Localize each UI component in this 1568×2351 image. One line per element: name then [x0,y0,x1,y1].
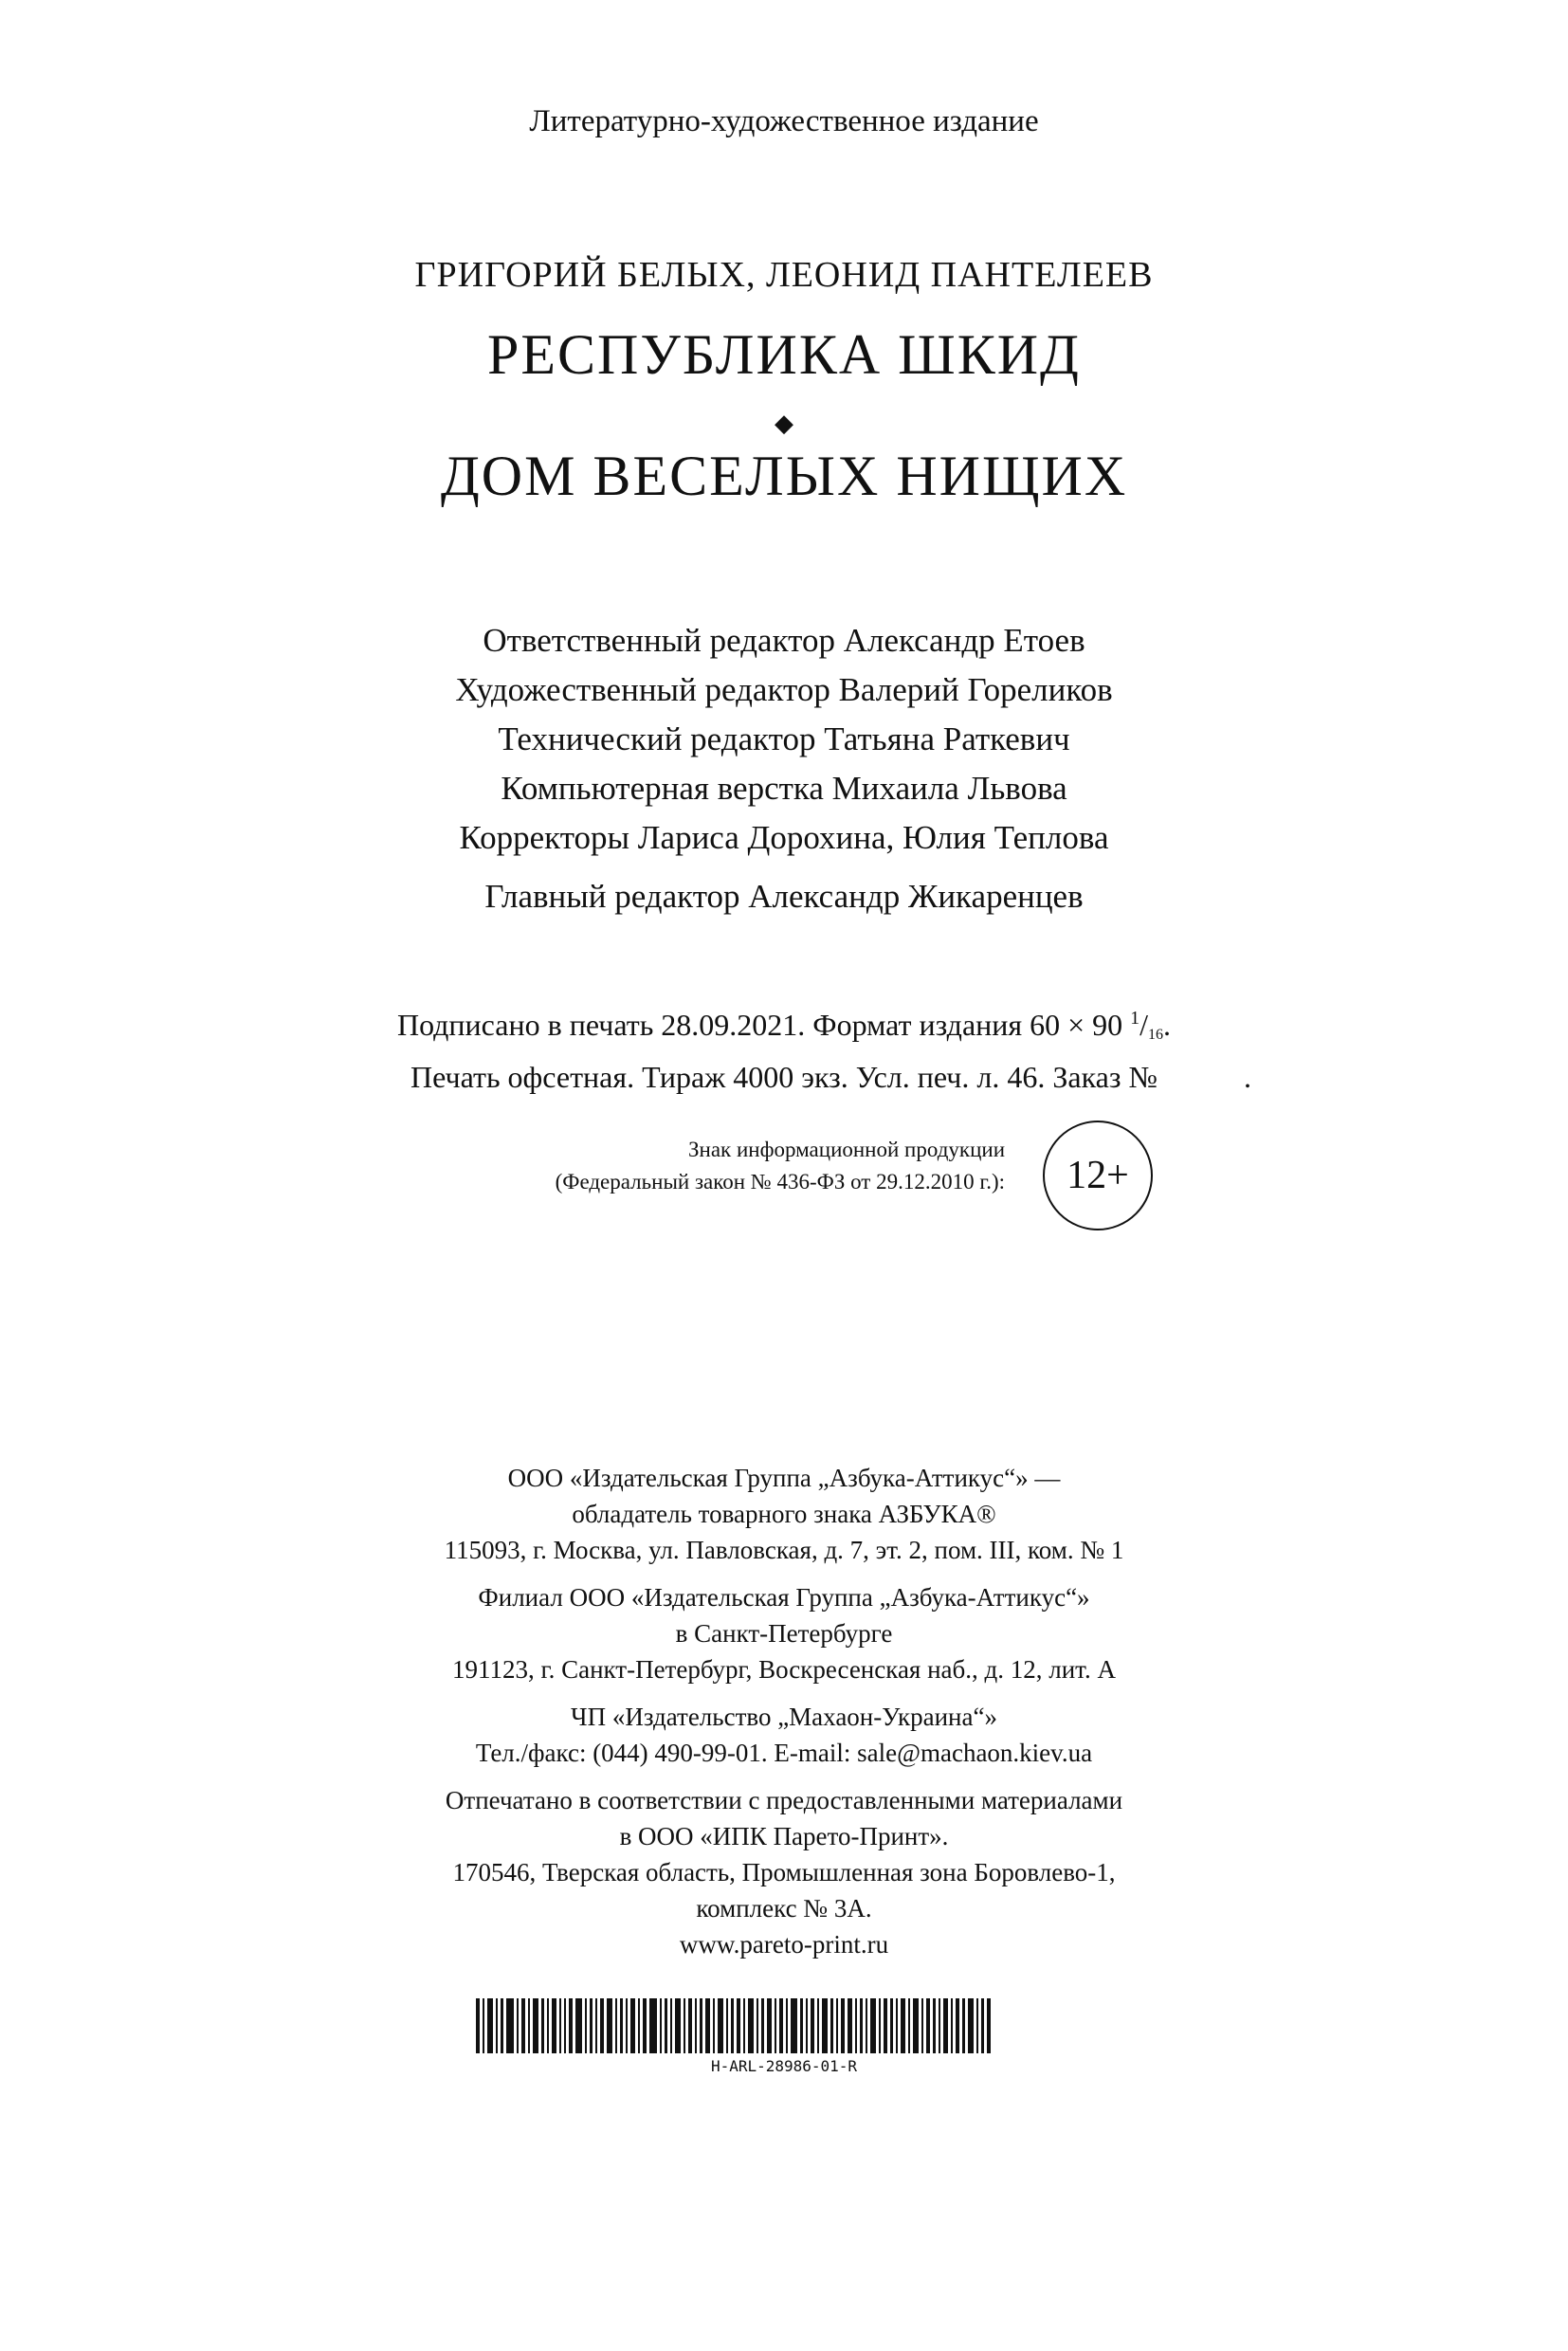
book-title-2: ДОМ ВЕСЕЛЫХ НИЩИХ [440,445,1128,507]
barcode-bar [552,1998,556,2053]
barcode-bar [713,1998,715,2053]
barcode-bar [649,1998,657,2053]
barcode-bar [700,1998,702,2053]
barcode-bar [684,1998,685,2053]
barcode-bar [841,1998,845,2053]
publisher-line: обладатель товарного знака АЗБУКА® [572,1500,996,1528]
branch-line: Филиал ООО «Издательская Группа „Азбука-Аттикус“» [478,1583,1090,1612]
barcode-bar [575,1998,582,2053]
barcode-bar [830,1998,833,2053]
barcode-bar [626,1998,628,2053]
barcode-bar [822,1998,828,2053]
barcode-bar [786,1998,788,2053]
info-sign-line2: (Федеральный закон № 436-ФЗ от 29.12.2010 г.): [555,1170,1005,1194]
barcode-bar [615,1998,617,2053]
barcode-bar [757,1998,758,2053]
format-denominator: 16 [1148,1027,1164,1043]
book-title-1: РЕСПУБЛИКА ШКИД [487,323,1081,386]
barcode-bar [737,1998,740,2053]
barcode-bar [585,1998,587,2053]
barcode-bar [541,1998,544,2053]
barcode-bar [607,1998,612,2053]
branch-address: 191123, г. Санкт-Петербург, Воскресенская наб., д. 12, лит. А [452,1655,1116,1684]
ukraine-publisher: ЧП «Издательство „Махаон-Украина“» [571,1703,997,1731]
barcode-icon [476,1998,1092,2053]
barcode-bar [528,1998,530,2053]
barcode-bar [476,1998,480,2053]
printer-line: в ООО «ИПК Парето-Принт». [619,1822,949,1850]
barcode-bar [775,1998,776,2053]
authors: ГРИГОРИЙ БЕЛЫХ, ЛЕОНИД ПАНТЕЛЕЕВ [414,255,1154,295]
barcode-bar [981,1998,984,2053]
barcode-bar [695,1998,697,2053]
barcode-bar [643,1998,647,2053]
chief-editor: Главный редактор Александр Жикаренцев [484,878,1084,915]
barcode-bar [956,1998,959,2053]
info-sign-line1: Знак информационной продукции [688,1138,1005,1161]
barcode-bar [779,1998,783,2053]
barcode-bar [817,1998,819,2053]
barcode-bar [811,1998,814,2053]
barcode-bar [521,1998,525,2053]
barcode-bar [487,1998,493,2053]
barcode-bar [559,1998,561,2053]
barcode-bar [630,1998,635,2053]
barcode-bar [483,1998,484,2053]
barcode-bar [743,1998,745,2053]
barcode-bar [688,1998,692,2053]
barcode-bar [913,1998,919,2053]
barcode-bar [590,1998,593,2053]
barcode-bar [705,1998,710,2053]
barcode-bar [726,1998,728,2053]
staff-credits [0,616,1568,921]
barcode-bar [901,1998,905,2053]
signed-line: Подписано в печать 28.09.2021. Формат издания 60 × 90 $^1/_{16}$. [396,1008,1172,1043]
barcode-bar [767,1998,772,2053]
barcode-bar [506,1998,514,2053]
info-product-sign [398,1134,1005,1198]
barcode-bar [665,1998,667,2053]
barcode-bar [761,1998,764,2053]
barcode-bar [866,1998,867,2053]
barcode-bar [660,1998,662,2053]
format-numerator: 1 [1130,1008,1140,1029]
barcode-bar [855,1998,857,2053]
responsible-editor: Ответственный редактор Александр Етоев [483,622,1085,659]
barcode-bar [496,1998,498,2053]
ukraine-contacts: Тел./факс: (044) 490-99-01. E-mail: sale@machaon.kiev.ua [475,1739,1093,1767]
barcode-bar [675,1998,681,2053]
barcode-bar [731,1998,734,2053]
publisher-address: 115093, г. Москва, ул. Павловская, д. 7, эт. 2, пом. III, ком. № 1 [444,1536,1124,1564]
barcode-bar [848,1998,852,2053]
barcode-bar [501,1998,503,2053]
barcode-bar [976,1998,978,2053]
publisher-block [0,1460,1568,1962]
branch-line: в Санкт-Петербурге [675,1619,893,1648]
age-rating-badge: 12+ [1043,1121,1153,1230]
diamond-separator-icon: ◆ [775,410,793,437]
barcode-bar [968,1998,974,2053]
print-imprint [0,997,1568,1099]
print-line [0,1056,1568,1099]
barcode-bar [748,1998,754,2053]
tech-editor: Технический редактор Татьяна Раткевич [498,720,1070,757]
edition-type: Литературно-художественное издание [529,104,1039,138]
barcode-bar [987,1998,991,2053]
barcode-bar [860,1998,863,2053]
barcode-bar [870,1998,876,2053]
barcode-bar [547,1998,549,2053]
barcode-bar [569,1998,573,2053]
barcode-bar [791,1998,797,2053]
barcode-bar [884,1998,887,2053]
barcode-bar [517,1998,519,2053]
barcode-bar [718,1998,723,2053]
barcode-bar [939,1998,940,2053]
proofreaders: Корректоры Лариса Дорохина, Юлия Теплова [459,819,1109,856]
format-suffix: . [1163,1008,1172,1042]
printer-line: Отпечатано в соответствии с предоставленными материалами [445,1786,1123,1814]
barcode-bar [933,1998,936,2053]
barcode-bar [533,1998,538,2053]
barcode-bar [564,1998,566,2053]
barcode-bar [638,1998,640,2053]
barcode-bar [951,1998,953,2053]
print-text: Печать офсетная. Тираж 4000 экз. Усл. печ. л. 46. Заказ № [410,1060,1158,1094]
barcode-bar [926,1998,930,2053]
barcode-code: H-ARL-28986-01-R [710,2057,858,2075]
layout-credit: Компьютерная верстка Михаила Львова [501,770,1067,807]
barcode-bar [879,1998,881,2053]
printer-address: 170546, Тверская область, Промышленная зона Боровлево-1, [452,1858,1116,1886]
barcode-bar [620,1998,623,2053]
art-editor: Художественный редактор Валерий Гореликов [455,671,1113,708]
barcode-bar [595,1998,597,2053]
signed-text: Подписано в печать 28.09.2021. Формат издания 60 × 90 [396,1008,1123,1042]
order-dot: . [1244,1060,1251,1094]
publisher-line: ООО «Издательская Группа „Азбука-Аттикус“» — [507,1464,1061,1492]
barcode-bar [600,1998,604,2053]
barcode-bar [943,1998,948,2053]
barcode-bar [890,1998,893,2053]
printer-website: www.pareto-print.ru [679,1930,889,1959]
barcode-bar [896,1998,898,2053]
barcode-bar [806,1998,808,2053]
barcode-bar [908,1998,910,2053]
barcode-bar [800,1998,803,2053]
printer-address: комплекс № 3А. [696,1894,872,1923]
barcode-bar [962,1998,965,2053]
barcode-bar [921,1998,923,2053]
barcode-bar [670,1998,672,2053]
barcode-bar [836,1998,838,2053]
